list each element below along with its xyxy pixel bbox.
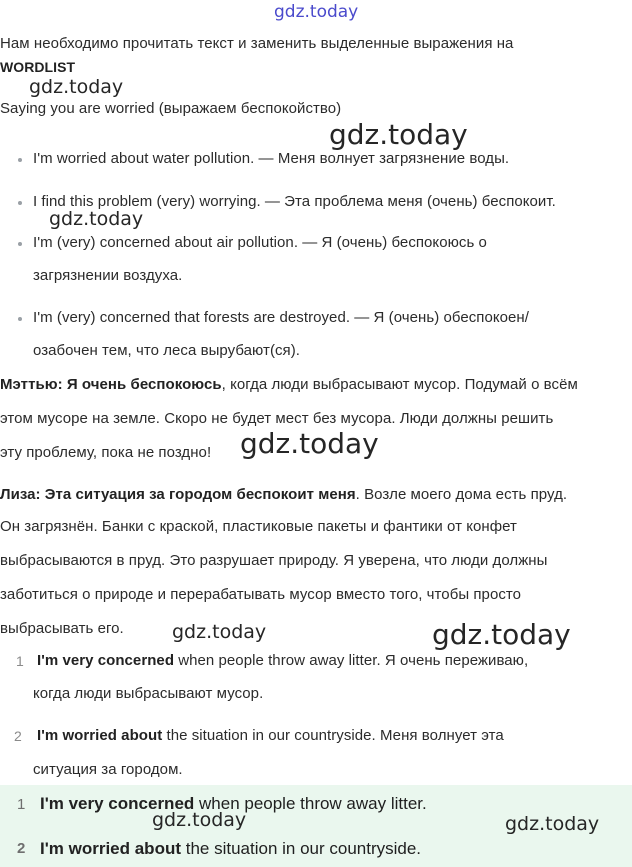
answer-text: the situation in our countryside. (181, 839, 422, 858)
lisa-line: выбрасывать его. (0, 620, 124, 637)
watermark: gdz.today (172, 621, 267, 643)
phrase-item: I'm (very) concerned that forests are destroyed. — Я (очень) обеспокоен/ (33, 309, 529, 326)
watermark: gdz.today (49, 208, 144, 230)
matthew-line: эту проблему, пока не поздно! (0, 444, 212, 461)
list-number: 1 (16, 653, 24, 669)
watermark: gdz.today (432, 618, 571, 651)
watermark: gdz.today (240, 427, 379, 460)
list-item (37, 652, 528, 669)
phrase-item: I find this problem (very) worrying. — Эта проблема меня (очень) беспокоит. (33, 193, 556, 210)
phrase-item: I'm (very) concerned about air pollution. — Я (очень) беспокоюсь о (33, 234, 487, 251)
phrase-item-cont: загрязнении воздуха. (33, 267, 183, 284)
matthew-line: этом мусоре на земле. Скоро не будет мест без мусора. Люди должны решить (0, 410, 554, 427)
lisa-text: . Возле моего дома есть пруд. (355, 486, 568, 503)
bullet-icon (18, 158, 22, 162)
lisa-line: заботиться о природе и перерабатывать мусор вместо того, чтобы просто (0, 586, 522, 603)
lisa-highlight: Лиза: Эта ситуация за городом беспокоит меня (0, 486, 356, 503)
watermark: gdz.today (329, 118, 468, 151)
phrase-item-cont: озабочен тем, что леса вырубают(ся). (33, 342, 300, 359)
answer-highlight: I'm worried about (40, 839, 181, 858)
list-item-text: when people throw away litter. Я очень переживаю, (174, 652, 529, 669)
matthew-text: , когда люди выбрасывают мусор. Подумай о всём (221, 376, 578, 393)
section-title: Saying you are worried (выражаем беспокойство) (0, 100, 342, 117)
answer-number: 2 (17, 840, 26, 857)
answer-highlight: I'm very concerned (40, 794, 195, 813)
watermark: gdz.today (505, 813, 600, 835)
matthew-highlight: Мэттью: Я очень беспокоюсь (0, 376, 222, 393)
watermark: gdz.today (29, 76, 124, 98)
list-item-highlight: I'm worried about (37, 727, 163, 744)
matthew-line (0, 376, 578, 393)
lisa-line (0, 486, 567, 503)
list-item-text: the situation in our countryside. Меня волнует эта (162, 727, 504, 744)
wordlist-label: WORDLIST (0, 59, 76, 75)
answer-text: when people throw away litter. (194, 794, 427, 813)
instruction-text: Нам необходимо прочитать текст и заменить выделенные выражения на (0, 35, 514, 52)
answer-number: 1 (17, 796, 26, 813)
answer-item (40, 839, 421, 859)
list-item (37, 727, 504, 744)
phrase-item: I'm worried about water pollution. — Меня волнует загрязнение воды. (33, 150, 510, 167)
list-item-highlight: I'm very concerned (37, 652, 175, 669)
list-item-cont: когда люди выбрасывают мусор. (33, 685, 264, 702)
list-number: 2 (14, 728, 22, 744)
bullet-icon (18, 317, 22, 321)
list-item-cont: ситуация за городом. (33, 761, 183, 778)
bullet-icon (18, 242, 22, 246)
watermark-top: gdz.today (274, 2, 359, 22)
lisa-line: Он загрязнён. Банки с краской, пластиковые пакеты и фантики от конфет (0, 518, 517, 535)
lisa-line: выбрасываются в пруд. Это разрушает природу. Я уверена, что люди должны (0, 552, 548, 569)
bullet-icon (18, 201, 22, 205)
watermark: gdz.today (152, 809, 247, 831)
